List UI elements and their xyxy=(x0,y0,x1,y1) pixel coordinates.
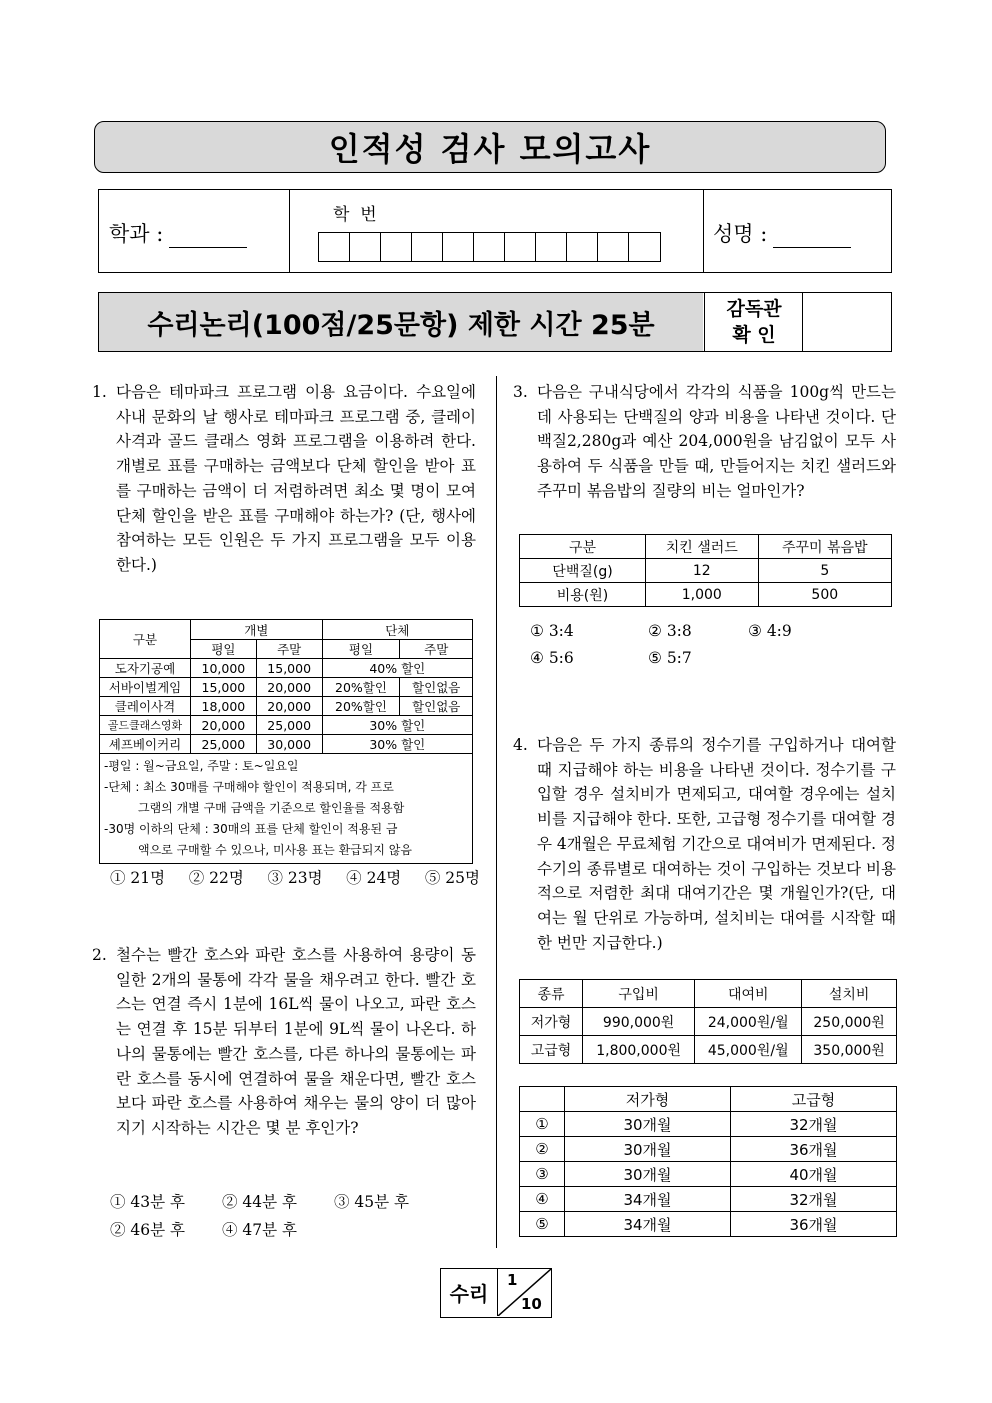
option[interactable]: ① 21명 xyxy=(110,869,166,887)
exam-title: 인적성 검사 모의고사 xyxy=(94,121,886,173)
question-4: 4. 다음은 두 가지 종류의 정수기를 구입하거나 대여할 때 지급해야 하는 비용을 나타낸 것이다. 정수기를 구입할 경우 설치비가 면제되고, 대여할 경우에는 설치비를 지급해야 한다. 또한, 고급형 정수기를 대여할 경우 4개월은 무료체험 기간으로 대여비가 면제된다. 정수기의 종류별로 대여하는 것이 구입하는 것보다 비용적으로 저렴한 최대 대여기간은 몇 개월인가?(단, 대여는 월 단위로 가능하며, 설치비는 대여를 시작할 때 한 번만 지급한다.) xyxy=(513,736,896,952)
name-field[interactable] xyxy=(713,218,851,248)
option[interactable]: ② 3:8 xyxy=(648,622,692,640)
supervisor-confirm: 감독관 확 인 xyxy=(726,298,782,346)
student-number-label: 학 번 xyxy=(333,205,377,225)
q3-table: 구분 치킨 샐러드 주꾸미 볶음밥 단백질(g) 12 5 비용(원) 1,000 500 xyxy=(519,534,892,607)
option[interactable]: ④ 5:6 xyxy=(530,649,574,667)
section-title: 수리논리(100점/25문항) 제한 시간 25분 xyxy=(99,293,703,351)
page-number-box xyxy=(440,1268,552,1318)
option[interactable]: ② 44분 후 xyxy=(222,1193,298,1211)
option[interactable]: ⑤ 5:7 xyxy=(648,649,692,667)
department-label: 학과 : xyxy=(109,222,164,246)
name-label: 성명 : xyxy=(713,222,768,246)
q1-options[interactable] xyxy=(110,866,480,888)
q2-options[interactable] xyxy=(110,1188,409,1244)
option[interactable]: ② 22명 xyxy=(188,869,244,887)
student-number-boxes[interactable] xyxy=(318,232,661,262)
option[interactable]: ② 46분 후 xyxy=(110,1221,186,1239)
option[interactable]: ⑤ 25명 xyxy=(424,869,480,887)
page-current: 1 xyxy=(507,1271,518,1289)
option[interactable]: ① 3:4 xyxy=(530,622,574,640)
question-3: 3. 다음은 구내식당에서 각각의 식품을 100g씩 만드는 데 사용되는 단백질의 양과 비용을 나타낸 것이다. 단백질2,280g과 예산 204,000원을 남김없이 모두 사용하여 두 식품을 만들 때, 만들어지는 치킨 샐러드와 주꾸미 볶음밥의 질량의 비는 얼마인가? xyxy=(513,383,896,500)
option[interactable]: ③ 4:9 xyxy=(748,622,792,640)
subject-label: 수리 xyxy=(441,1269,498,1316)
q4-cost-table: 종류 구입비 대여비 설치비 저가형 990,000원 24,000원/월 250,000원 고급형 1,800,000원 45,000원/월 350,000원 xyxy=(519,979,897,1064)
q1-price-table: 구분 개별 단체 평일 주말 평일 주말 도자기공예 10,000 15,000 40% 할인 서바이벌게임 15,000 20,000 20%할인 할인없음 클레이사격 18,000 20,000 20%할인 할인없음 골드클래스영화 20,000 25,000 30% 할인 셰프베이커리 25,000 30,000 30% 할인 -평일 : 월~금요일, 주말 : 토~일요일 -단체 : 최소 30매를 구매해야 할인이 적용되며, 각 프로 그램의 개별 구매 금액을 기준으로 할인율를 적용함 -30명 이하의 단체 : 30매의 표를 단체 할인이 적용된 금 액으로 구매할 수 있으나, 미사용 표는 환급되지 않음 xyxy=(99,619,473,864)
option[interactable]: ③ 45분 후 xyxy=(334,1193,410,1211)
option[interactable]: ④ 24명 xyxy=(346,869,402,887)
department-field[interactable] xyxy=(109,218,247,248)
page-total: 10 xyxy=(521,1295,542,1313)
column-divider xyxy=(496,376,497,1248)
option[interactable]: ③ 23명 xyxy=(267,869,323,887)
question-1: 1. 다음은 테마파크 프로그램 이용 요금이다. 수요일에 사내 문화의 날 행사로 테마파크 프로그램 중, 클레이 사격과 골드 클래스 영화 프로그램을 이용하려 한다. 개별로 표를 구매하는 금액보다 단체 할인을 받아 표를 구매하는 금액이 더 저렴하려면 최소 몇 명이 모여 단체 할인을 받은 표를 구매해야 하는가? (단, 행사에 참여하는 모든 인원은 두 가지 프로그램을 모두 이용한다.) xyxy=(92,383,476,574)
q3-options[interactable] xyxy=(530,618,792,672)
option[interactable]: ① 43분 후 xyxy=(110,1193,186,1211)
q4-answer-table[interactable]: 저가형 고급형 ① 30개월 32개월 ② 30개월 36개월 ③ 30개월 40개월 ④ 34개월 32개월 ⑤ 34개월 36개월 xyxy=(519,1086,897,1237)
question-2: 2. 철수는 빨간 호스와 파란 호스를 사용하여 용량이 동일한 2개의 물통에 각각 물을 채우려고 한다. 빨간 호스는 연결 즉시 1분에 16L씩 물이 나오고, 파란 호스는 연결 후 15분 뒤부터 1분에 9L씩 물이 나온다. 하나의 물통에는 빨간 호스를, 다른 하나의 물통에는 파란 호스를 동시에 연결하여 물을 채운다면, 빨간 호스보다 파란 호스를 사용하여 채우는 물의 양이 더 많아지기 시작하는 시간은 몇 분 후인가? xyxy=(92,946,476,1137)
option[interactable]: ④ 47분 후 xyxy=(222,1221,298,1239)
